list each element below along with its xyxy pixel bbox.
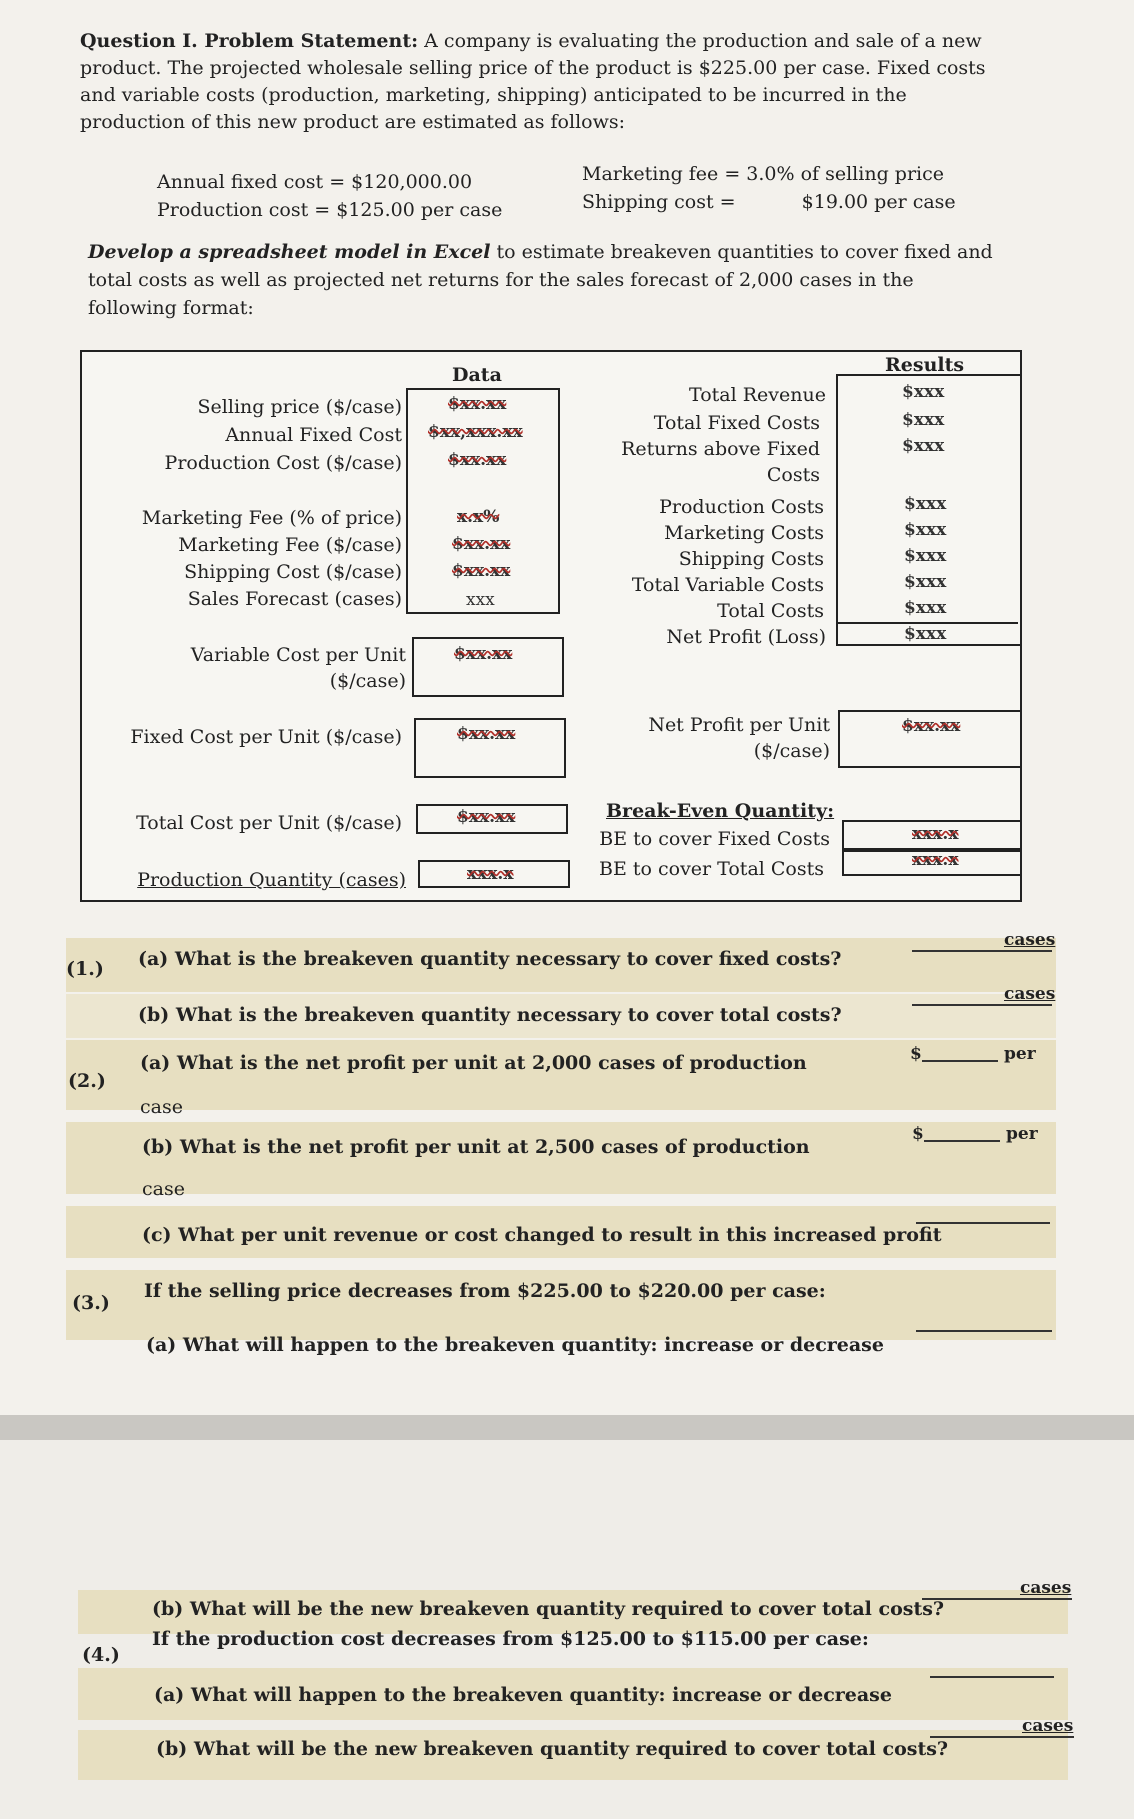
given-fixed-production — [157, 168, 502, 224]
q2a-highlight — [66, 1040, 1056, 1110]
marketing-fee-dollar-label: Marketing Fee ($/case) — [178, 534, 402, 556]
q1a-answer-line[interactable] — [912, 950, 1052, 952]
given-marketing-shipping — [582, 160, 956, 216]
total-revenue-value[interactable]: $xxx — [902, 382, 945, 402]
q4a-answer-line[interactable] — [930, 1676, 1054, 1678]
q1a-unit: cases — [1004, 930, 1056, 950]
marketing-fee-dollar-value[interactable]: $xx.xx — [452, 534, 511, 554]
variable-cost-label: Variable Cost per Unit — [190, 644, 406, 666]
problem-text: A company is evaluating the production and sale of a new product. The projected wholesale selling price of the product is $225.00 per case. Fixed costs and variable costs (production, marketing, shipping) anticipated to be incurred in the production of this new product are estimated as follows: — [80, 30, 986, 133]
marketing-fee-pct-label: Marketing Fee (% of price) — [141, 507, 402, 529]
q3b-unit: cases — [1020, 1578, 1072, 1598]
worksheet-page-2 — [0, 1440, 1134, 1819]
marketing-costs-value[interactable]: $xxx — [904, 520, 947, 540]
production-qty-value[interactable]: xxx.x — [467, 864, 514, 884]
total-fixed-costs-value[interactable]: $xxx — [902, 410, 945, 430]
returns-above-fixed-label: Returns above Fixed — [621, 438, 820, 460]
q4b-answer-line[interactable] — [930, 1736, 1074, 1738]
q4b-unit: cases — [1022, 1716, 1074, 1736]
total-revenue-label: Total Revenue — [689, 384, 826, 406]
task-description — [88, 238, 1008, 322]
task-text: to estimate breakeven quantities to cover fixed and total costs as well as projected net returns for the sales forecast of 2,000 cases in the following format: — [88, 241, 993, 319]
page-break — [0, 1415, 1134, 1440]
q4b-text: (b) What will be the new breakeven quantity required to cover total costs? — [156, 1738, 949, 1760]
problem-statement — [80, 28, 1000, 136]
q3a-answer-line[interactable] — [916, 1330, 1052, 1332]
total-variable-costs-value[interactable]: $xxx — [904, 572, 947, 592]
q2b-unit: per — [1006, 1124, 1038, 1144]
q1b-unit: cases — [1004, 984, 1056, 1004]
returns-above-fixed-value[interactable]: $xxx — [902, 436, 945, 456]
annual-fixed-cost-value[interactable]: $xx,xxx.xx — [428, 422, 523, 442]
q2a-unit: per — [1004, 1044, 1036, 1064]
be-fixed-value[interactable]: xxx.x — [912, 824, 959, 844]
q3a-text: (a) What will happen to the breakeven quantity: increase or decrease — [146, 1334, 884, 1356]
annual-fixed-cost-text: Annual fixed cost = $120,000.00 — [157, 171, 473, 193]
returns-costs-label: Costs — [766, 464, 820, 486]
shipping-costs-value[interactable]: $xxx — [904, 546, 947, 566]
q4a-text: (a) What will happen to the breakeven quantity: increase or decrease — [154, 1684, 892, 1706]
variable-cost-value[interactable]: $xx.xx — [454, 644, 513, 664]
production-cost-value[interactable]: $xx.xx — [448, 450, 507, 470]
fixed-cost-unit-label: Fixed Cost per Unit ($/case) — [130, 726, 402, 748]
net-profit-value[interactable]: $xxx — [904, 624, 947, 644]
q1-number: (1.) — [66, 958, 104, 980]
q3b-text: (b) What will be the new breakeven quantity required to cover total costs? — [152, 1598, 945, 1620]
q1b-text: (b) What is the breakeven quantity necessary to cover total costs? — [138, 1004, 842, 1026]
task-bold: Develop a spreadsheet model in Excel — [88, 241, 491, 263]
q4-number: (4.) — [82, 1644, 120, 1666]
total-fixed-costs-label: Total Fixed Costs — [653, 412, 820, 434]
q1a-text: (a) What is the breakeven quantity necessary to cover fixed costs? — [138, 948, 842, 970]
q2b-answer-line[interactable] — [924, 1140, 1000, 1142]
q2b-dollar: $ — [912, 1124, 924, 1144]
q2a-answer-line[interactable] — [922, 1060, 998, 1062]
be-total-value[interactable]: xxx.x — [912, 850, 959, 870]
production-costs-label: Production Costs — [659, 496, 824, 518]
shipping-cost-value-model[interactable]: $xx.xx — [452, 561, 511, 581]
production-cost-label: Production Cost ($/case) — [164, 452, 402, 474]
production-qty-label: Production Quantity (cases) — [137, 869, 406, 891]
spreadsheet-model — [80, 350, 1022, 902]
breakeven-header: Break-Even Quantity: — [606, 800, 835, 822]
q2c-text: (c) What per unit revenue or cost changed to result in this increased profit — [142, 1224, 942, 1246]
net-profit-unit-value[interactable]: $xx.xx — [902, 716, 961, 736]
problem-heading: Question I. Problem Statement: — [80, 30, 419, 52]
shipping-cost-label: Shipping cost = — [582, 191, 736, 213]
q3b-answer-line[interactable] — [922, 1598, 1072, 1600]
q2a-dollar: $ — [910, 1044, 922, 1064]
marketing-costs-label: Marketing Costs — [664, 522, 824, 544]
sales-forecast-value[interactable]: xxx — [466, 590, 495, 610]
total-costs-label: Total Costs — [717, 600, 824, 622]
q3-text: If the selling price decreases from $225.00 to $220.00 per case: — [144, 1280, 826, 1302]
total-cost-unit-label: Total Cost per Unit ($/case) — [136, 812, 402, 834]
be-fixed-label: BE to cover Fixed Costs — [599, 828, 830, 850]
q2-number: (2.) — [68, 1070, 106, 1092]
total-variable-costs-label: Total Variable Costs — [631, 574, 824, 596]
q4-text: If the production cost decreases from $125.00 to $115.00 per case: — [152, 1628, 869, 1650]
q2a-text: (a) What is the net profit per unit at 2,000 cases of production — [140, 1052, 807, 1074]
q3-number: (3.) — [72, 1292, 110, 1314]
results-header: Results — [885, 354, 965, 376]
shipping-cost-row — [582, 188, 956, 216]
q2c-answer-line[interactable] — [916, 1222, 1050, 1224]
net-profit-unit-label: Net Profit per Unit — [648, 714, 830, 736]
q2a-continuation: case — [140, 1096, 183, 1118]
production-cost-text: Production cost = $125.00 per case — [157, 199, 503, 221]
fixed-cost-unit-value[interactable]: $xx.xx — [457, 724, 516, 744]
marketing-fee-text: Marketing fee = 3.0% of selling price — [582, 163, 944, 185]
shipping-cost-label-model: Shipping Cost ($/case) — [184, 561, 402, 583]
shipping-costs-label: Shipping Costs — [678, 548, 824, 570]
selling-price-value[interactable]: $xx.xx — [448, 394, 507, 414]
net-profit-unit-sublabel: ($/case) — [753, 740, 830, 762]
q1b-answer-line[interactable] — [912, 1004, 1052, 1006]
shipping-cost-value: $19.00 per case — [801, 191, 956, 213]
q2b-text: (b) What is the net profit per unit at 2,500 cases of production — [142, 1136, 810, 1158]
selling-price-label: Selling price ($/case) — [197, 396, 402, 418]
net-profit-label: Net Profit (Loss) — [666, 626, 826, 648]
be-total-label: BE to cover Total Costs — [599, 858, 824, 880]
total-costs-value[interactable]: $xxx — [904, 598, 947, 618]
q2b-continuation: case — [142, 1178, 185, 1200]
sales-forecast-label: Sales Forecast (cases) — [187, 588, 402, 610]
q2b-highlight — [66, 1122, 1056, 1194]
data-header: Data — [452, 364, 502, 386]
marketing-fee-pct-value[interactable]: x.x% — [457, 507, 500, 527]
production-costs-value[interactable]: $xxx — [904, 494, 947, 514]
variable-cost-unit-label: ($/case) — [329, 670, 406, 692]
annual-fixed-cost-label: Annual Fixed Cost — [225, 424, 402, 446]
total-cost-unit-value[interactable]: $xx.xx — [457, 807, 516, 827]
